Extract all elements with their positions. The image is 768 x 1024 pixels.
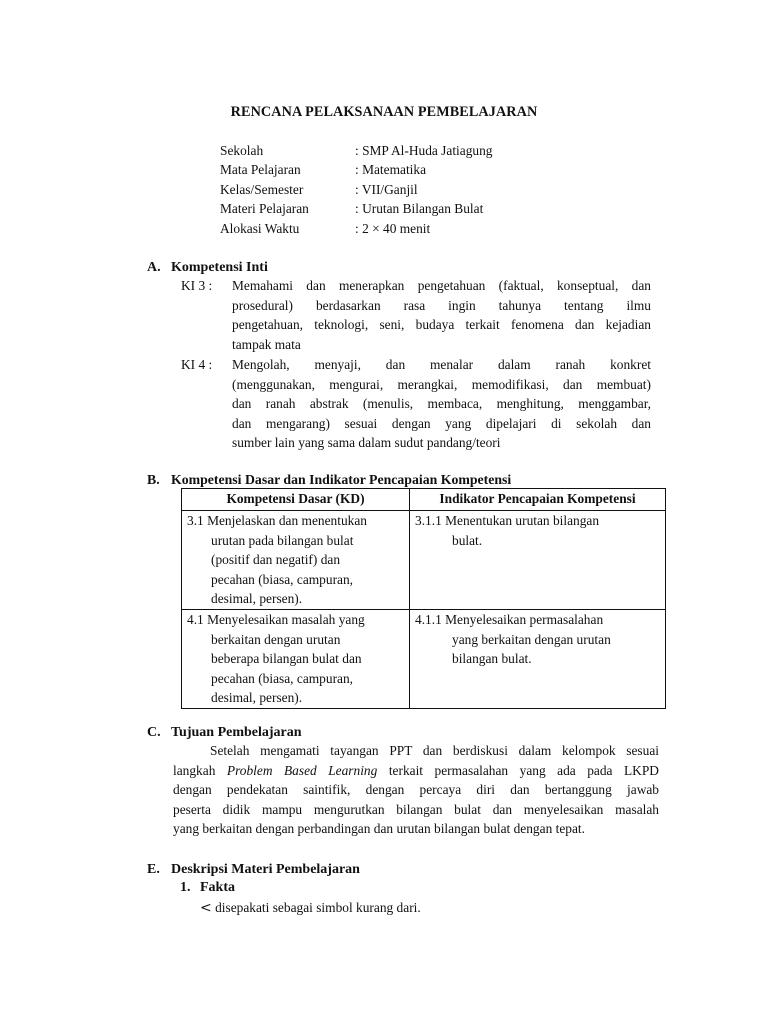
identity-label-school: Sekolah [220, 143, 264, 158]
section-a-title: Kompetensi Inti [171, 260, 268, 275]
ipk-first-line: 3.1.1 Menentukan urutan bilangan [415, 513, 600, 528]
table-row [182, 609, 666, 708]
paragraph-text: langkah [173, 762, 227, 778]
identity-value-class: : VII/Ganjil [355, 182, 418, 197]
ki3-line: pengetahuan, teknologi, seni, budaya terkait fenomena dan kejadian [232, 317, 651, 333]
section-e-heading [147, 860, 360, 880]
table-row [182, 511, 666, 610]
paragraph-line [173, 761, 659, 781]
kd-line: desimal, persen). [211, 591, 303, 607]
kd-table-header-row [182, 489, 666, 511]
ipk-cell [410, 511, 666, 610]
paragraph-line: yang berkaitan dengan perbandingan dan urutan bilangan bulat dengan tepat. [173, 821, 585, 837]
section-e-title: Deskripsi Materi Pembelajaran [171, 862, 360, 877]
identity-value-subject: : Matematika [355, 162, 427, 177]
document-title: RENCANA PELAKSANAAN PEMBELAJARAN [230, 104, 538, 120]
identity-label-subject: Mata Pelajaran [220, 162, 301, 177]
ki3-line: prosedural) berdasarkan rasa ingin tahunya tentang ilmu [232, 297, 651, 313]
kd-table [181, 488, 666, 709]
ipk-line: bulat. [452, 532, 483, 548]
kd-line: pecahan (biasa, campuran, [211, 571, 354, 587]
identity-value-time: : 2 × 40 menit [355, 221, 431, 236]
kd-line: beberapa bilangan bulat dan [211, 651, 362, 667]
kd-first-line: 4.1 Menyelesaikan masalah yang [187, 611, 365, 627]
identity-value-topic: : Urutan Bilangan Bulat [355, 201, 484, 216]
ipk-cell [410, 609, 666, 708]
section-a-number: A. [147, 260, 161, 275]
identity-label-class: Kelas/Semester [220, 182, 304, 197]
ki4-line: dan ranah abstrak (menulis, membaca, menghitung, menggambar, [232, 396, 651, 412]
ki4-text [232, 355, 651, 453]
section-c-paragraph [173, 741, 659, 839]
kd-cell [182, 511, 410, 610]
section-c-number: C. [147, 725, 161, 740]
ki4-line: Mengolah, menyaji, dan menalar dalam ranah konkret [232, 357, 651, 372]
identity-label-topic: Materi Pelajaran [220, 201, 309, 216]
ki3-line: Memahami dan menerapkan pengetahuan (faktual, konseptual, dan [232, 278, 651, 293]
paragraph-line: Setelah mengamati tayangan PPT dan berdiskusi dalam kelompok sesuai [210, 743, 659, 758]
ki4-label: KI 4 : [181, 357, 213, 372]
ki3-text [232, 276, 651, 354]
identity-label-time: Alokasi Waktu [220, 221, 300, 236]
ipk-header: Indikator Pencapaian Kompetensi [410, 489, 666, 511]
subsection-number: 1. [180, 880, 191, 895]
ki4-line: dan mengarang) sesuai dengan yang dipelajari di sekolah dan [232, 415, 651, 431]
section-a-heading [147, 258, 268, 278]
ki3-label: KI 3 : [181, 278, 213, 293]
ki3-line: tampak mata [232, 336, 301, 352]
pbl-term: Problem Based Learning [226, 762, 378, 778]
fact-line [200, 898, 421, 919]
ipk-line: bilangan bulat. [452, 651, 532, 667]
ipk-line: yang berkaitan dengan urutan [452, 631, 611, 647]
kd-line: pecahan (biasa, campuran, [211, 670, 354, 686]
ipk-first-line: 4.1.1 Menyelesaikan permasalahan [415, 611, 604, 627]
section-c-heading [147, 723, 302, 743]
section-c-title: Tujuan Pembelajaran [171, 725, 302, 740]
subsection-fakta-heading [180, 878, 235, 898]
kd-line: desimal, persen). [211, 690, 303, 706]
ki4-line: sumber lain yang sama dalam sudut pandang/teori [232, 435, 501, 451]
paragraph-text: terkait permasalahan yang ada pada LKPD [377, 762, 659, 778]
section-b-title: Kompetensi Dasar dan Indikator Pencapaian Kompetensi [171, 472, 512, 487]
subsection-title: Fakta [200, 880, 235, 895]
less-than-symbol: < [200, 900, 212, 916]
kd-header: Kompetensi Dasar (KD) [182, 489, 410, 511]
paragraph-line: dengan pendekatan saintifik, dengan percaya diri dan bertanggung jawab [173, 782, 659, 798]
kd-first-line: 3.1 Menjelaskan dan menentukan [187, 513, 367, 528]
paragraph-line: peserta didik mampu mengurutkan bilangan bulat dan menyelesaikan masalah [173, 801, 659, 817]
section-b-number: B. [147, 472, 160, 487]
kd-line: berkaitan dengan urutan [211, 631, 341, 647]
kd-cell [182, 609, 410, 708]
ki4-line: (menggunakan, mengurai, merangkai, memodifikasi, dan membuat) [232, 376, 651, 392]
identity-value-school: : SMP Al-Huda Jatiagung [355, 143, 493, 158]
section-e-number: E. [147, 862, 160, 877]
kd-line: (positif dan negatif) dan [211, 552, 341, 568]
kd-line: urutan pada bilangan bulat [211, 532, 354, 548]
section-b-heading [147, 470, 511, 490]
fact-text: disepakati sebagai simbol kurang dari. [211, 900, 421, 915]
